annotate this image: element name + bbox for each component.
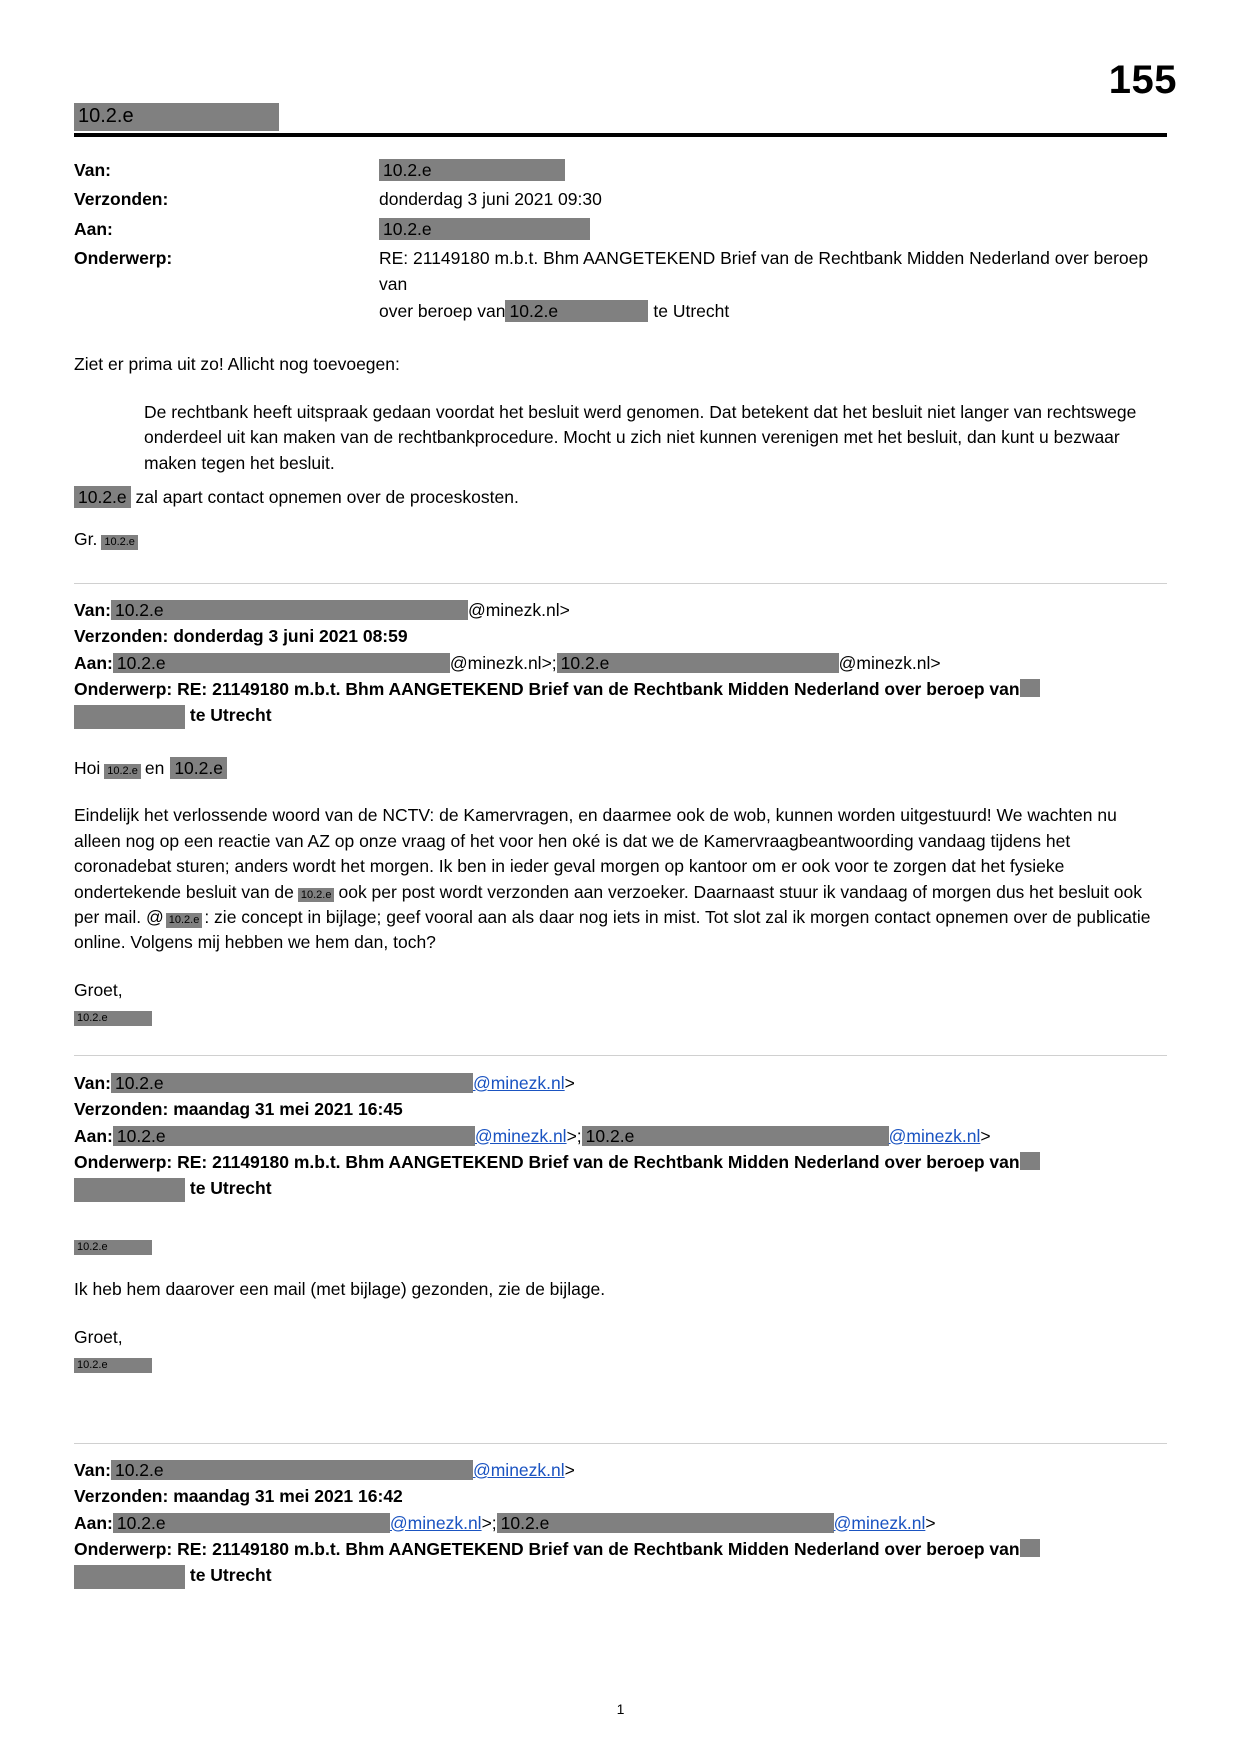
quoted-value-verzonden-4: maandag 31 mei 2021 16:42	[173, 1486, 403, 1507]
quoted-greeting-join-2: en	[144, 758, 165, 778]
redaction-aan: 10.2.e	[379, 218, 590, 240]
quoted-aan-domain-4a: @minezk.nl	[389, 1512, 482, 1533]
redaction-aan-3b: 10.2.e	[582, 1126, 889, 1146]
quoted-value-onderwerp-2: RE: 21149180 m.b.t. Bhm AANGETEKEND Brief van de Rechtbank Midden Nederland over beroep van	[177, 678, 1020, 699]
header-label-verzonden: Verzonden:	[74, 189, 169, 210]
quoted-label-verzonden-4: Verzonden:	[74, 1486, 169, 1507]
quoted-header-verzonden-3	[74, 1096, 1167, 1122]
quoted-label-onderwerp-2: Onderwerp:	[74, 678, 173, 699]
redaction-signoff-name: 10.2.e	[101, 535, 138, 550]
quoted-header-van-2: Van: 10.2.e @minezk.nl>	[74, 600, 570, 620]
redaction-onderwerp-4-edge	[1020, 1539, 1040, 1557]
quoted-label-verzonden-3: Verzonden:	[74, 1099, 169, 1120]
body-signoff	[74, 527, 1167, 552]
quoted-header-onderwerp-3	[74, 1149, 1167, 1202]
quoted-onderwerp-tail-2: te Utrecht	[189, 705, 272, 725]
quoted-header-verzonden-4	[74, 1483, 1167, 1509]
quoted-header-onderwerp-2	[74, 676, 1167, 729]
quoted-paragraph-3: Ik heb hem daarover een mail (met bijlage) gezonden, zie de bijlage.	[74, 1279, 606, 1300]
quoted-aan-domain-3b: @minezk.nl	[888, 1125, 981, 1146]
quoted-closing-text-3: Groet,	[74, 1326, 123, 1347]
header-label-onderwerp: Onderwerp:	[74, 248, 173, 269]
document-redaction-tag-label: 10.2.e	[78, 105, 134, 127]
quoted-message-2	[74, 597, 1167, 1028]
redaction-greeting-2a: 10.2.e	[104, 764, 141, 779]
redaction-lead-3: 10.2.e	[74, 1240, 152, 1255]
quoted-value-onderwerp-3: RE: 21149180 m.b.t. Bhm AANGETEKEND Brief van de Rechtbank Midden Nederland over beroep van	[177, 1151, 1020, 1172]
redaction-van-3: 10.2.e	[111, 1073, 473, 1093]
redaction-van-4: 10.2.e	[111, 1460, 473, 1480]
redaction-closing-3: 10.2.e	[74, 1358, 152, 1373]
quoted-label-verzonden-2: Verzonden:	[74, 626, 169, 647]
quoted-aan-domain-4b: @minezk.nl	[833, 1512, 926, 1533]
quoted-aan-domain-3a: @minezk.nl	[474, 1125, 567, 1146]
body-quote-paragraph: De rechtbank heeft uitspraak gedaan voordat het besluit werd genomen. Dat betekent dat het besluit niet langer van rechtswege onderdeel uit kan maken van de rechtbankprocedure. Mocht u zich niet kunnen verenigen met het besluit, dan kunt u bezwaar maken tegen het besluit.	[144, 402, 1137, 473]
quoted-header-aan-3: Aan: 10.2.e @minezk.nl>; 10.2.e @minezk.nl>	[74, 1125, 991, 1146]
redaction-aan-4a: 10.2.e	[113, 1513, 390, 1533]
quoted-value-verzonden-2: donderdag 3 juni 2021 08:59	[173, 626, 408, 647]
redaction-van-2: 10.2.e	[111, 600, 468, 620]
redaction-inline-2a: 10.2.e	[298, 888, 335, 903]
quoted-closing-3	[74, 1325, 1167, 1376]
subject-tail: te Utrecht	[653, 300, 730, 321]
subject-continuation: over beroep van	[379, 300, 506, 321]
quoted-label-onderwerp-3: Onderwerp:	[74, 1151, 173, 1172]
thread-divider-2	[74, 1055, 1167, 1056]
quoted-label-aan-4: Aan:	[74, 1512, 113, 1533]
quoted-van-domain-2: @minezk.nl	[467, 600, 560, 620]
quoted-header-van-4: Van: 10.2.e @minezk.nl>	[74, 1460, 575, 1480]
quoted-aan-domain-2b: @minezk.nl	[838, 652, 931, 673]
quoted-paragraph-2-part2: ook per post wordt verzonden aan verzoeker. Daarnaast stuur ik vandaag of morgen dus het besluit ook per mail. @	[74, 881, 1143, 927]
quoted-van-domain-3: @minezk.nl	[472, 1073, 565, 1093]
header-row-aan	[74, 217, 1167, 242]
redaction-aan-2b: 10.2.e	[557, 653, 839, 673]
redaction-inline-2b: 10.2.e	[166, 913, 203, 928]
quoted-header-aan-4: Aan: 10.2.e @minezk.nl>; 10.2.e @minezk.nl>	[74, 1512, 936, 1533]
redaction-greeting-2b: 10.2.e	[170, 757, 227, 779]
thread-divider-3	[74, 1443, 1167, 1444]
header-row-van	[74, 158, 1167, 183]
body-intro: Ziet er prima uit zo! Allicht nog toevoegen:	[74, 354, 400, 374]
redaction-onderwerp-3-name	[74, 1178, 185, 1202]
quoted-lead-redaction-3	[74, 1232, 1167, 1257]
header-rule	[74, 133, 1167, 137]
quoted-header-van-3: Van: 10.2.e @minezk.nl>	[74, 1073, 575, 1093]
page-footer-number: 1	[616, 1701, 625, 1717]
quoted-label-aan-2: Aan:	[74, 652, 113, 673]
quoted-greeting-prefix-2: Hoi	[74, 758, 101, 778]
quoted-message-4	[74, 1457, 1167, 1589]
page-number-stamp: 155	[1108, 58, 1177, 102]
redaction-costs-name: 10.2.e	[74, 486, 131, 508]
quoted-paragraph-2-part3: : zie concept in bijlage; geef vooral aan als daar nog iets in mist. Tot slot zal ik morgen contact opnemen over de publicatie online. Volgens mij hebben we hem dan, toch?	[74, 906, 1151, 953]
quoted-label-van-4: Van:	[74, 1460, 111, 1480]
header-value-van	[379, 158, 1167, 183]
redaction-onderwerp-4-name	[74, 1565, 185, 1589]
header-row-verzonden	[74, 187, 1167, 212]
quoted-closing-text-2: Groet,	[74, 979, 123, 1000]
header-label-aan: Aan:	[74, 218, 113, 239]
quoted-message-3	[74, 1070, 1167, 1376]
quoted-header-aan-2: Aan: 10.2.e @minezk.nl>; 10.2.e @minezk.nl>	[74, 652, 941, 673]
quoted-label-onderwerp-4: Onderwerp:	[74, 1538, 173, 1559]
header-row-onderwerp	[74, 246, 1167, 324]
quoted-van-domain-4: @minezk.nl	[472, 1460, 565, 1480]
quoted-header-onderwerp-4	[74, 1536, 1167, 1589]
redaction-onderwerp-2-edge	[1020, 679, 1040, 697]
quoted-paragraph-2-part1: Eindelijk het verlossende woord van de NCTV: de Kamervragen, en daarmee ook de wob, kunnen worden uitgestuurd! We wachten nu alleen nog op een reactie van AZ op onze vraag of het voor hen oké is dat we de Kamervraagbeantwoording vandaag tijdens het coronadebat sturen; anders wordt het morgen. Ik ben in ieder geval morgen op kantoor om er ook voor te zorgen dat het fysieke ondertekende besluit van de	[74, 805, 1117, 902]
redaction-aan-4b: 10.2.e	[497, 1513, 834, 1533]
quoted-label-van-3: Van:	[74, 1073, 111, 1093]
quoted-label-aan-3: Aan:	[74, 1125, 113, 1146]
quoted-aan-domain-2a: @minezk.nl	[449, 652, 542, 673]
quoted-value-onderwerp-4: RE: 21149180 m.b.t. Bhm AANGETEKEND Brief van de Rechtbank Midden Nederland over beroep van	[177, 1538, 1020, 1559]
redaction-aan-3a: 10.2.e	[113, 1126, 475, 1146]
quoted-closing-2	[74, 978, 1167, 1029]
quoted-greeting-2	[74, 756, 1167, 781]
header-value-onderwerp	[379, 246, 1167, 324]
quoted-header-verzonden-2	[74, 623, 1167, 649]
header-value-aan	[379, 217, 1167, 242]
redaction-onderwerp-2-name	[74, 705, 185, 729]
subject-text: RE: 21149180 m.b.t. Bhm AANGETEKEND Brief van de Rechtbank Midden Nederland over beroep van	[379, 248, 1149, 294]
quoted-onderwerp-tail-3: te Utrecht	[189, 1178, 272, 1198]
header-label-van: Van:	[74, 160, 111, 180]
body-signoff-text: Gr.	[74, 529, 98, 549]
document-redaction-tag	[74, 103, 279, 131]
redaction-aan-2a: 10.2.e	[113, 653, 450, 673]
quoted-onderwerp-tail-4: te Utrecht	[189, 1565, 272, 1585]
email-header-table	[74, 158, 1167, 328]
quoted-paragraph-2	[74, 803, 1167, 955]
redaction-onderwerp-3-edge	[1020, 1152, 1040, 1170]
redaction-van: 10.2.e	[379, 159, 565, 181]
redaction-subject-name: 10.2.e	[505, 300, 648, 322]
quoted-label-van-2: Van:	[74, 600, 111, 620]
body-costs-line	[74, 485, 1167, 510]
quoted-value-verzonden-3: maandag 31 mei 2021 16:45	[173, 1099, 403, 1120]
body-costs-text: zal apart contact opnemen over de proceskosten.	[135, 487, 519, 507]
header-value-verzonden: donderdag 3 juni 2021 09:30	[379, 189, 602, 210]
redaction-closing-2: 10.2.e	[74, 1011, 152, 1026]
thread-divider-1	[74, 583, 1167, 584]
